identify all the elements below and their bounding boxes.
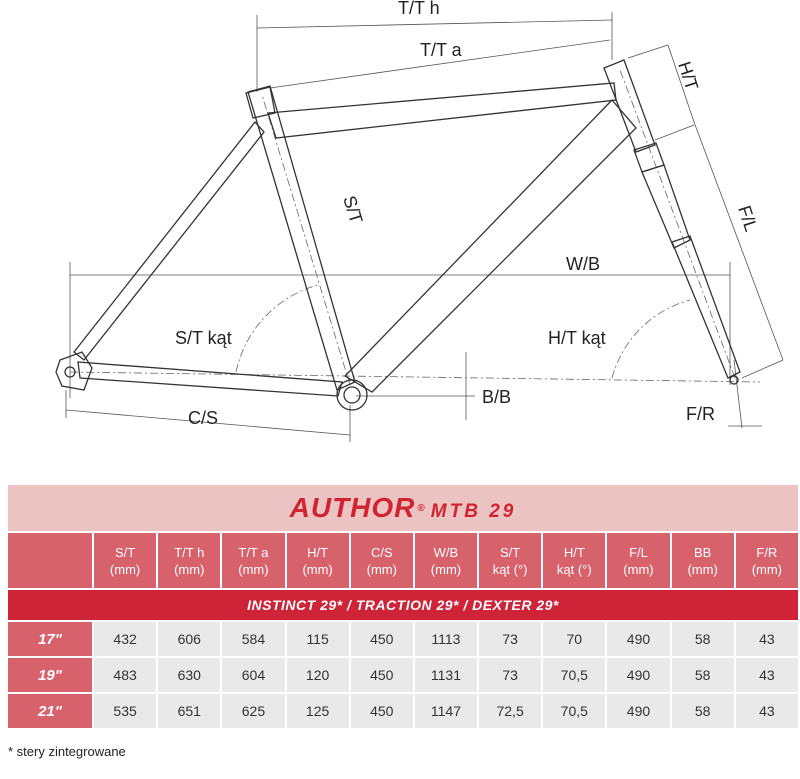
table-cell: 535 [93, 693, 157, 729]
table-cell: 70 [542, 621, 606, 657]
column-header [286, 532, 350, 589]
column-name: S/T [114, 544, 136, 560]
bike-frame [56, 60, 740, 410]
registered-mark: ® [417, 502, 425, 514]
table-cell: 43 [735, 621, 799, 657]
column-name: H/T [563, 544, 585, 560]
table-cell: 72,5 [478, 693, 542, 729]
table-cell: 604 [221, 657, 285, 693]
column-name: BB [693, 544, 712, 560]
column-name: S/T [500, 544, 521, 560]
table-cell: 58 [671, 657, 735, 693]
table-cell: 450 [350, 657, 414, 693]
column-name: C/S [370, 544, 393, 560]
column-unit: (mm) [109, 561, 141, 577]
column-name: T/T h [174, 544, 205, 560]
table-cell: 1113 [414, 621, 478, 657]
dimension-labels [175, 0, 761, 428]
footnote: * stery zintegrowane [8, 744, 126, 759]
table-row [7, 657, 799, 693]
column-name: F/R [756, 544, 778, 560]
table-cell: 120 [286, 657, 350, 693]
table-cell: 450 [350, 693, 414, 729]
column-unit: (mm) [238, 561, 269, 577]
table-cell: 432 [93, 621, 157, 657]
column-unit: kąt (°) [556, 561, 592, 577]
table-cell: 58 [671, 621, 735, 657]
column-unit: (mm) [430, 561, 462, 577]
column-name: H/T [307, 544, 329, 560]
column-name: T/T a [238, 544, 269, 560]
column-header [157, 532, 221, 589]
table-cell: 490 [606, 621, 670, 657]
table-cell: 606 [157, 621, 221, 657]
label-ht: H/T [674, 59, 703, 93]
table-cell: 450 [350, 621, 414, 657]
column-unit: kąt (°) [492, 561, 528, 577]
table-cell: 651 [157, 693, 221, 729]
brand-logo: AUTHOR [289, 492, 416, 523]
table-cell: 490 [606, 657, 670, 693]
table-cell: 483 [93, 657, 157, 693]
table-cell: 58 [671, 693, 735, 729]
column-header-row [7, 532, 799, 589]
table-cell: 1131 [414, 657, 478, 693]
frame-size-cell: 21" [7, 693, 93, 729]
table-cell: 1147 [414, 693, 478, 729]
brand-header [7, 484, 799, 532]
label-ht-angle: H/T kąt [548, 328, 606, 348]
frame-size-cell: 19" [7, 657, 93, 693]
table-cell: 73 [478, 621, 542, 657]
column-unit: (mm) [302, 561, 333, 577]
table-cell: 115 [286, 621, 350, 657]
column-unit: (mm) [623, 561, 654, 577]
column-header [414, 532, 478, 589]
column-unit: (mm) [174, 561, 205, 577]
label-fr: F/R [686, 404, 715, 424]
series-row [7, 589, 799, 621]
header-corner [7, 532, 93, 589]
table-cell: 73 [478, 657, 542, 693]
table-cell: 43 [735, 693, 799, 729]
column-unit: (mm) [751, 561, 783, 577]
column-header [735, 532, 799, 589]
column-header [93, 532, 157, 589]
label-cs: C/S [188, 408, 219, 428]
table-cell: 625 [221, 693, 285, 729]
frame-size-cell: 17" [7, 621, 93, 657]
label-fl: F/L [734, 203, 762, 234]
column-header [478, 532, 542, 589]
table-cell: 70,5 [542, 657, 606, 693]
table-row [7, 621, 799, 657]
label-st: S/T [339, 193, 367, 226]
column-name: F/L [629, 544, 648, 560]
label-tt-a: T/T a [420, 40, 462, 60]
column-unit: (mm) [366, 561, 397, 577]
table-row [7, 693, 799, 729]
column-header [542, 532, 606, 589]
model-name: MTB 29 [430, 501, 517, 522]
column-header [606, 532, 670, 589]
column-unit: (mm) [687, 561, 718, 577]
column-header [221, 532, 285, 589]
label-bb: B/B [482, 387, 512, 407]
brand-row [7, 484, 799, 532]
label-wb: W/B [566, 254, 600, 274]
table-cell: 490 [606, 693, 670, 729]
label-st-angle: S/T kąt [175, 328, 232, 348]
column-header [350, 532, 414, 589]
table-cell: 70,5 [542, 693, 606, 729]
column-header [671, 532, 735, 589]
column-name: W/B [433, 544, 459, 560]
table-cell: 43 [735, 657, 799, 693]
table-cell: 630 [157, 657, 221, 693]
table-cell: 125 [286, 693, 350, 729]
angle-construction-lines [70, 70, 760, 385]
series-title: INSTINCT 29* / TRACTION 29* / DEXTER 29* [7, 589, 799, 621]
table-cell: 584 [221, 621, 285, 657]
geometry-spec-table [6, 483, 800, 730]
label-tt-h: T/T h [398, 0, 440, 18]
